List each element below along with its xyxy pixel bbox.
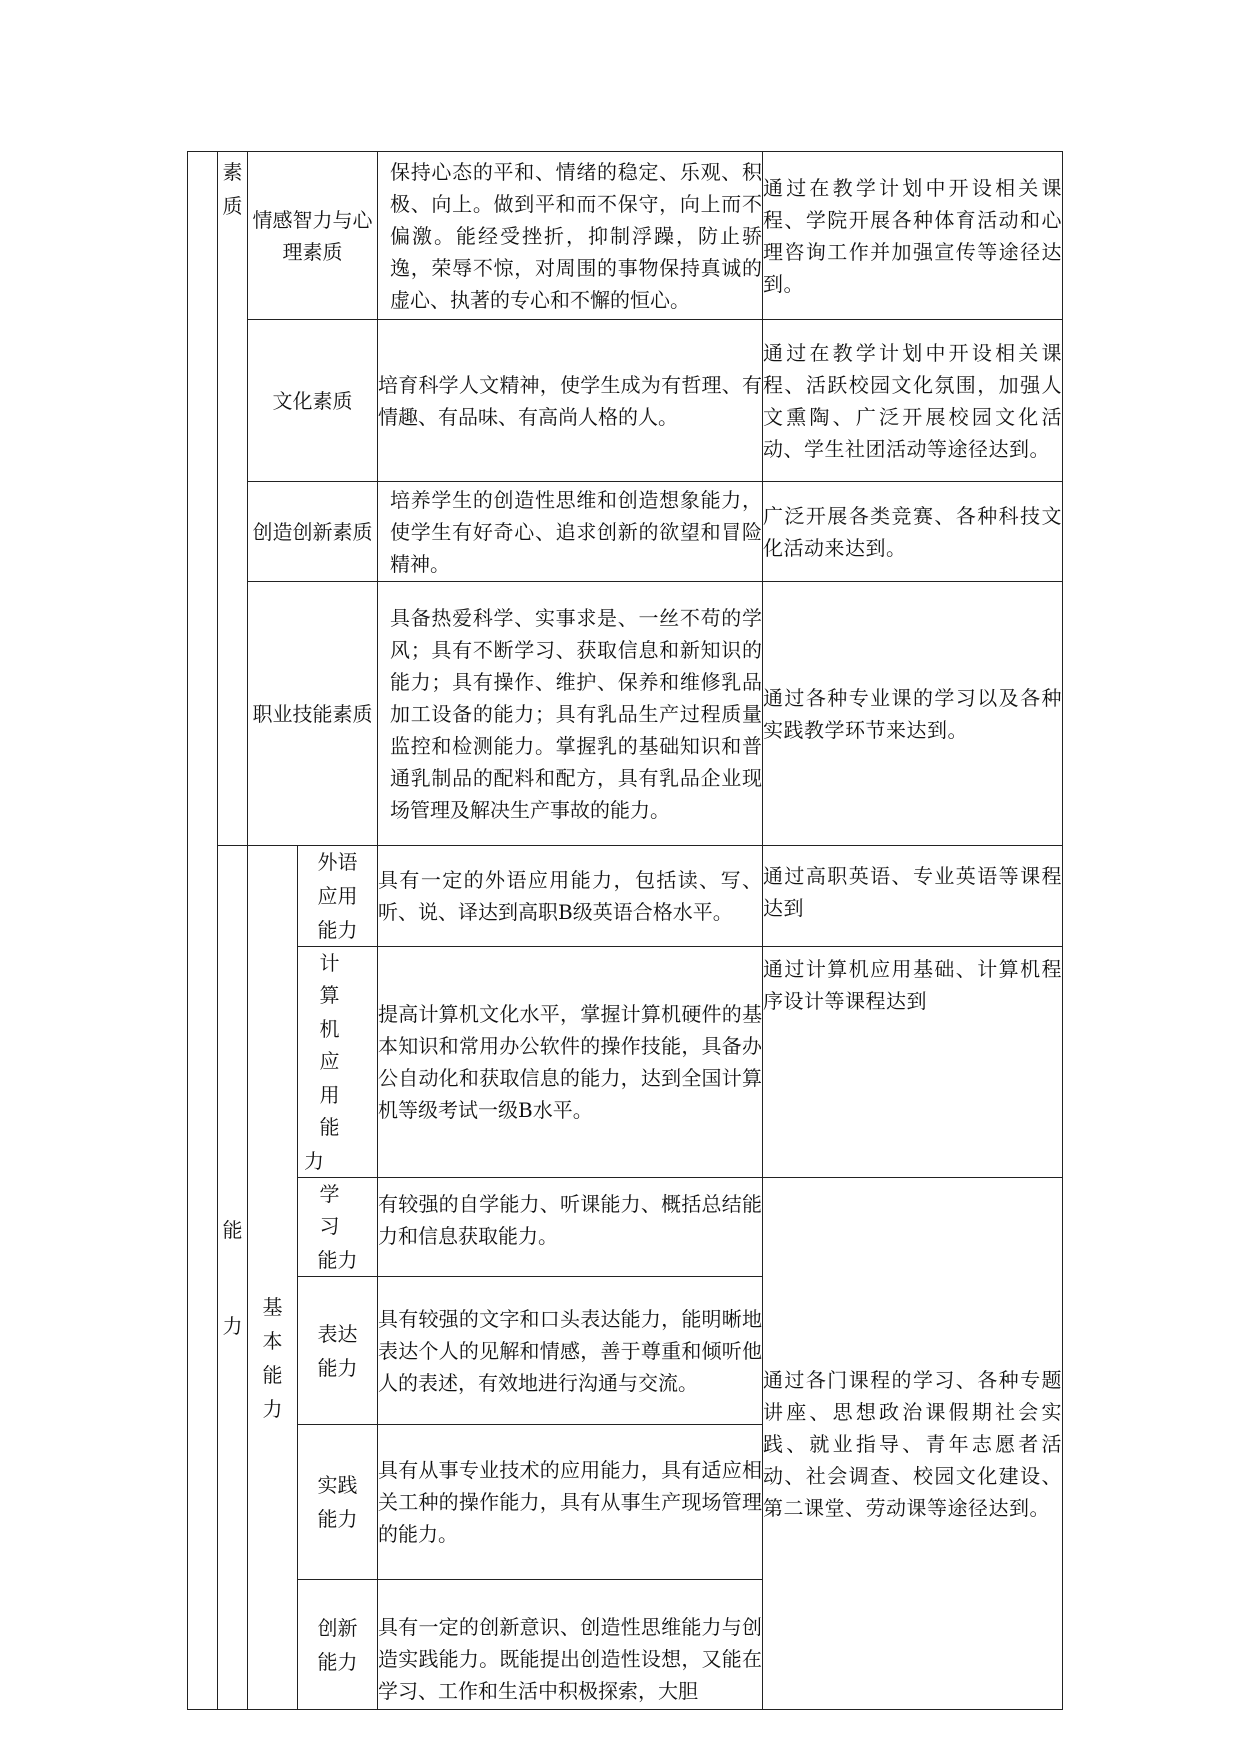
ability-name-line: 创新 [317, 1615, 358, 1640]
ability-name-line: 能力 [317, 1649, 358, 1674]
item-description: 具备热爱科学、实事求是、一丝不苟的学风；具有不断学习、获取信息和新知识的能力；具有操作、维护、保养和维修乳品加工设备的能力；具有乳品生产过程质量监控和检测能力。掌握乳的基础知识和普通乳制品的配料和配方，具有乳品企业现场管理及解决生产事故的能力。 [378, 582, 763, 846]
ability-name [298, 846, 378, 947]
category-char: 素 [222, 160, 243, 184]
table-row [188, 947, 1063, 1178]
ability-name [298, 1425, 378, 1580]
item-method: 通过在教学计划中开设相关课程、学院开展各种体育活动和心理咨询工作并加强宣传等途径达到。 [763, 152, 1063, 320]
table-row [188, 320, 1063, 482]
item-method: 通过在教学计划中开设相关课程、活跃校园文化氛围，加强人文熏陶、广泛开展校园文化活动、学生社团活动等途径达到。 [763, 320, 1063, 482]
group-char: 本 [262, 1328, 283, 1353]
ability-name-line: 力 [304, 1149, 324, 1173]
ability-name-line: 能力 [317, 1248, 358, 1272]
item-name: 创造创新素质 [248, 482, 378, 582]
ability-method: 通过高职英语、专业英语等课程达到 [763, 846, 1063, 947]
ability-shared-method: 通过各门课程的学习、各种专题讲座、思想政治课假期社会实践、就业指导、青年志愿者活动、社会调查、校园文化建设、第二课堂、劳动课等途径达到。 [763, 1178, 1063, 1710]
ability-name [298, 1580, 378, 1710]
ability-name-line: 能力 [317, 1507, 358, 1531]
item-description: 保持心态的平和、情绪的稳定、乐观、积极、向上。做到平和而不保守，向上而不偏激。能经受挫折，抑制浮躁，防止骄逸，荣辱不惊，对周围的事物保持真诚的虚心、执著的专心和不懈的恒心。 [378, 152, 763, 320]
item-description: 培育科学人文精神，使学生成为有哲理、有情趣、有品味、有高尚人格的人。 [378, 320, 763, 482]
ability-name-line: 学 习 [319, 1182, 356, 1238]
group-char: 基 [262, 1294, 283, 1319]
ability-name-line: 能力 [317, 918, 358, 942]
ability-name [298, 1277, 378, 1425]
ability-description: 具有从事专业技术的应用能力，具有适应相关工种的操作能力，具有从事生产现场管理的能力。 [378, 1425, 763, 1580]
ability-name-line: 能力 [317, 1355, 358, 1380]
ability-name [298, 1178, 378, 1277]
item-name: 文化素质 [248, 320, 378, 482]
category-ability [218, 846, 248, 1710]
ability-description: 提高计算机文化水平，掌握计算机硬件的基本知识和常用办公软件的操作技能，具备办公自动化和获取信息的能力，达到全国计算机等级考试一级B水平。 [378, 947, 763, 1178]
table-row [188, 1178, 1063, 1277]
ability-method: 通过计算机应用基础、计算机程序设计等课程达到 [763, 947, 1063, 1178]
ability-name-line: 表达 [317, 1321, 358, 1346]
ability-name-line: 外语 [317, 850, 358, 874]
ability-name-line: 机 应 [319, 1017, 356, 1073]
item-description: 培养学生的创造性思维和创造想象能力，使学生有好奇心、追求创新的欲望和冒险精神。 [378, 482, 763, 582]
item-method: 广泛开展各类竞赛、各种科技文化活动来达到。 [763, 482, 1063, 582]
ability-name-line: 应用 [317, 884, 358, 908]
ability-description: 具有较强的文字和口头表达能力，能明晰地表达个人的见解和情感，善于尊重和倾听他人的表述，有效地进行沟通与交流。 [378, 1277, 763, 1425]
ability-name-line: 实践 [317, 1473, 358, 1497]
ability-name-line: 用 能 [319, 1083, 356, 1139]
group-char: 能 [262, 1362, 283, 1387]
left-margin-column [188, 152, 218, 1710]
category-quality [218, 152, 248, 846]
ability-description: 具有一定的外语应用能力，包括读、写、听、说、译达到高职B级英语合格水平。 [378, 846, 763, 947]
category-char: 能 [222, 1217, 243, 1242]
ability-name [298, 947, 378, 1178]
item-name: 职业技能素质 [248, 582, 378, 846]
table-row [188, 482, 1063, 582]
category-char: 质 [222, 194, 243, 218]
table-row [188, 846, 1063, 947]
ability-description: 具有一定的创新意识、创造性思维能力与创造实践能力。既能提出创造性设想，又能在学习、工作和生活中积极探索，大胆 [378, 1580, 763, 1710]
ability-name-line: 计 算 [319, 951, 356, 1007]
table-row [188, 152, 1063, 320]
requirements-table [187, 151, 1063, 1710]
item-name: 情感智力与心理素质 [248, 152, 378, 320]
group-basic-ability [248, 846, 298, 1710]
category-char: 力 [222, 1313, 243, 1338]
item-method: 通过各种专业课的学习以及各种实践教学环节来达到。 [763, 582, 1063, 846]
table-row [188, 582, 1063, 846]
group-char: 力 [262, 1396, 283, 1421]
ability-description: 有较强的自学能力、听课能力、概括总结能力和信息获取能力。 [378, 1178, 763, 1277]
